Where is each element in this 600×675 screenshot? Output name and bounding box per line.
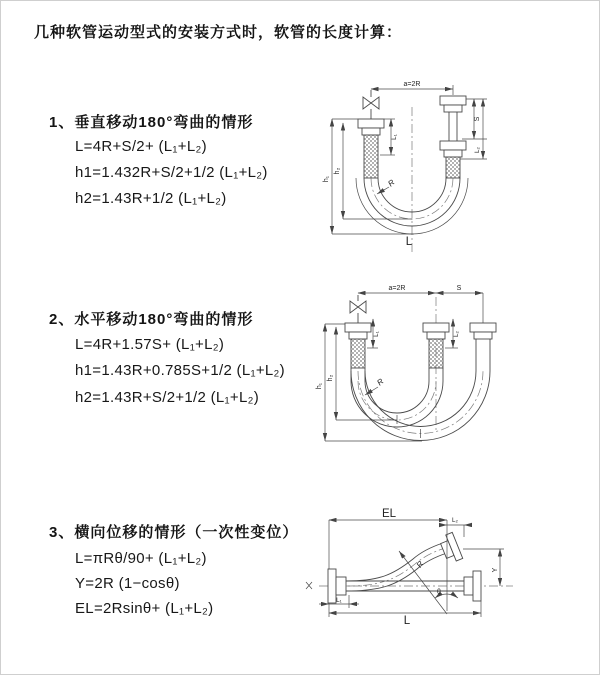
dim-label-s: S (474, 116, 481, 122)
dim-label-l1: L₁ (391, 134, 398, 140)
formula-line: h2=1.43R+1/2 (L₁+L₂) (75, 190, 227, 207)
formula-line: h1=1.43R+0.785S+1/2 (L₁+L₂) (75, 362, 285, 379)
dim-label-l: L (403, 615, 411, 627)
displaced-flange (438, 532, 462, 564)
dimension-s (436, 285, 483, 323)
formula-line: L=4R+1.57S+ (L₁+L₂) (75, 336, 225, 353)
angle-construction (399, 551, 458, 614)
section-2-heading: 2、水平移动180°弯曲的情形 (49, 311, 254, 328)
section-1-heading: 1、垂直移动180°弯曲的情形 (49, 114, 254, 131)
valve-icon (363, 90, 379, 119)
formula-line: L=4R+S/2+ (L₁+L₂) (75, 138, 207, 155)
right-flange-upper (440, 96, 466, 112)
dim-label-r: R (375, 376, 386, 388)
formula-line: Y=2R (1−cosθ) (75, 575, 180, 592)
dim-label-el: EL (381, 508, 397, 520)
centerline-mark (306, 582, 312, 589)
dim-label-theta: θ (437, 589, 441, 596)
dim-label-r: R (414, 559, 426, 570)
dim-label-y: Y (492, 567, 499, 573)
dimension-l (329, 601, 481, 627)
braided-hose-left (351, 339, 365, 368)
valve-icon (350, 295, 366, 323)
dimension-h1 (316, 324, 422, 441)
left-flange (358, 119, 384, 135)
dimension-el (329, 508, 447, 611)
right-flange-lower (440, 141, 466, 157)
diagram-vertical-180-bend (301, 71, 600, 266)
s-curve-hose (346, 543, 447, 591)
dim-label-h1: h₁ (323, 175, 330, 183)
dimension-a2r (371, 81, 453, 95)
formula-line: h2=1.43R+S/2+1/2 (L₁+L₂) (75, 389, 260, 406)
dim-label-r: R (386, 177, 397, 189)
dim-label-l2: L₂ (452, 517, 458, 524)
dim-label-s: S (456, 285, 462, 292)
dim-label-h2: h₂ (327, 374, 334, 382)
dim-label-a2r: a=2R (388, 285, 406, 292)
formula-line: EL=2Rsinθ+ (L₁+L₂) (75, 600, 214, 617)
left-flange (345, 323, 371, 339)
diagram-lateral-displacement (301, 491, 600, 675)
right-flange (470, 323, 496, 339)
dim-label-l2: L₂ (453, 331, 460, 337)
section-3-heading: 3、横向位移的情形（一次性变位） (49, 524, 299, 541)
braided-hose-right (446, 157, 460, 178)
dimension-l1 (319, 595, 359, 608)
dim-label-l1: L₁ (336, 597, 342, 604)
dim-label-h1: h₁ (316, 382, 323, 390)
radius-leader (377, 178, 397, 194)
braided-hose-middle (429, 339, 443, 368)
radius-leader (365, 377, 386, 395)
dim-label-a2r: a=2R (403, 81, 421, 88)
dim-label-l1: L₁ (373, 331, 380, 337)
dimension-a2r (358, 285, 436, 293)
dim-label-l: L (405, 236, 413, 248)
dim-label-l2: L₂ (474, 147, 481, 153)
braided-hose-left (364, 135, 378, 178)
u-bend-displaced (351, 371, 490, 441)
diagram-horizontal-180-bend (301, 281, 600, 471)
formula-line: h1=1.432R+S/2+1/2 (L₁+L₂) (75, 164, 268, 181)
middle-flange (423, 323, 449, 339)
dim-label-h2: h₂ (334, 167, 341, 175)
formula-line: L=πRθ/90+ (L₁+L₂) (75, 550, 207, 567)
page-title: 几种软管运动型式的安装方式时，软管的长度计算： (34, 24, 403, 41)
